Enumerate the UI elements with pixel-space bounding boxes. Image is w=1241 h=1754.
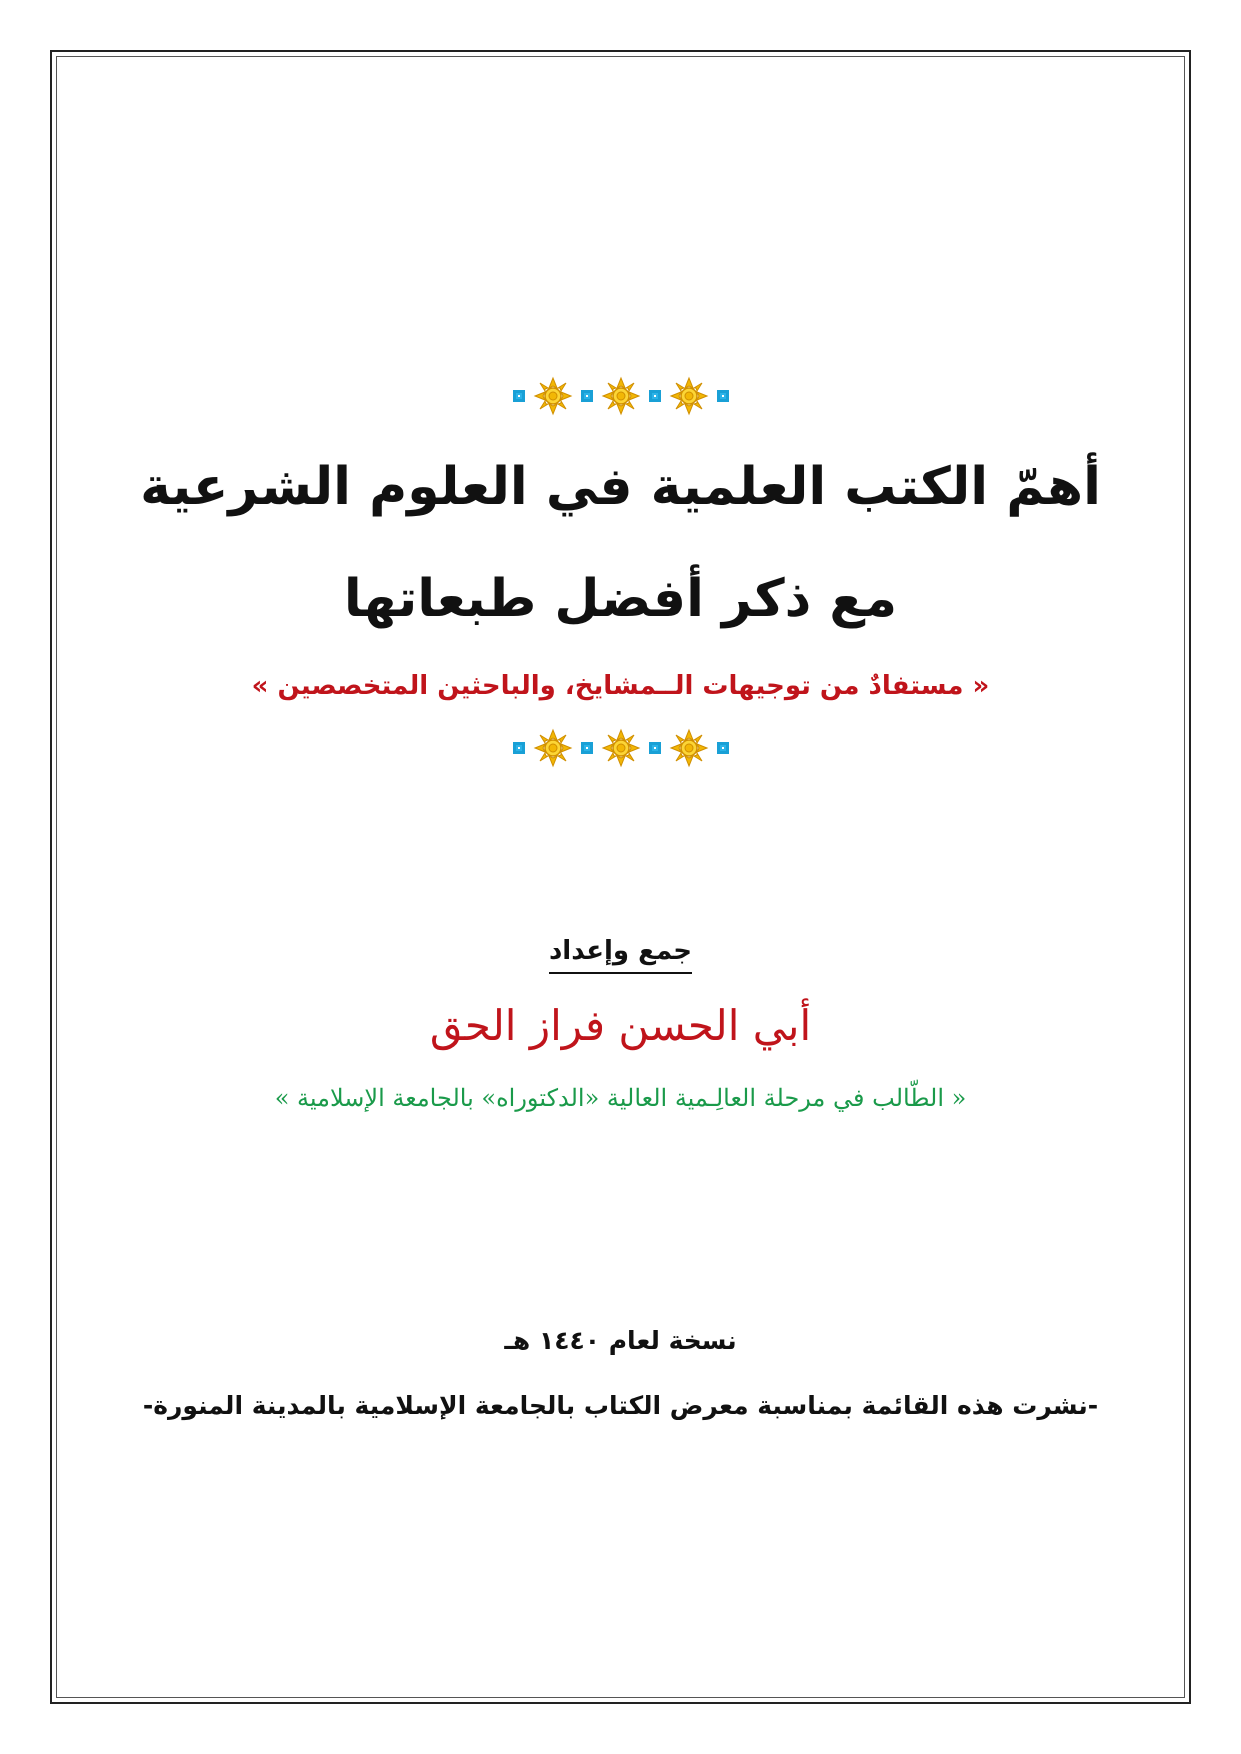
sun-flower-icon: [601, 728, 641, 768]
sun-flower-icon: [533, 376, 573, 416]
square-icon: [513, 742, 525, 754]
square-icon: [581, 390, 593, 402]
publication-note: -نشرت هذه القائمة بمناسبة معرض الكتاب بالجامعة الإسلامية بالمدينة المنورة-: [142, 1391, 1099, 1420]
square-icon: [717, 742, 729, 754]
main-title-line-2: مع ذكر أفضل طبعاتها: [343, 569, 898, 629]
edition-year: نسخة لعام ١٤٤٠ هـ: [504, 1326, 737, 1355]
subtitle: « مستفادٌ من توجيهات الــمشايخ، والباحثين المتخصصين »: [251, 671, 990, 701]
main-title-line-1: أهمّ الكتب العلمية في العلوم الشرعية: [140, 457, 1101, 517]
cover-page: [56, 56, 1185, 1698]
compiled-by-label: جمع وإعداد: [549, 936, 692, 974]
ornament-bottom: [56, 728, 1185, 768]
square-icon: [581, 742, 593, 754]
compiled-by-block: [56, 936, 1185, 974]
sun-flower-icon: [669, 728, 709, 768]
square-icon: [513, 390, 525, 402]
ornament-top: [56, 376, 1185, 416]
sun-flower-icon: [669, 376, 709, 416]
sun-flower-icon: [601, 376, 641, 416]
sun-flower-icon: [533, 728, 573, 768]
square-icon: [717, 390, 729, 402]
author-name: أبي الحسن فراز الحق: [429, 1001, 812, 1050]
square-icon: [649, 390, 661, 402]
author-description: « الطّالب في مرحلة العالِـمية العالية «الدكتوراه» بالجامعة الإسلامية »: [274, 1084, 967, 1112]
square-icon: [649, 742, 661, 754]
